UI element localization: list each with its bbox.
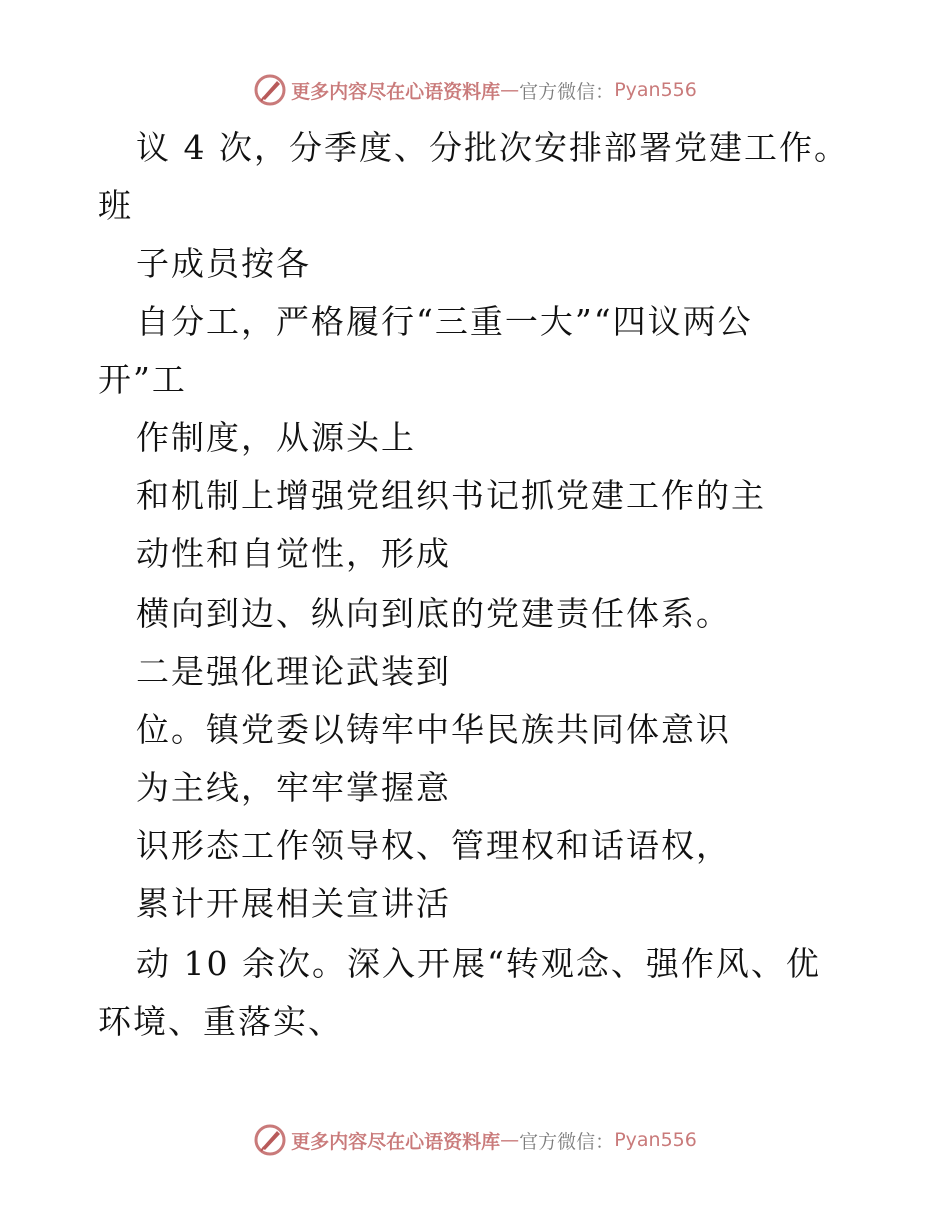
watermark-wechat-label: 官方微信： <box>519 80 615 103</box>
watermark-wechat-id: Pyan556 <box>614 79 697 101</box>
watermark-wechat-id: Pyan556 <box>614 1129 697 1151</box>
text-line: 作制度，从源头上 <box>136 418 416 457</box>
text-line: 为主线，牢牢掌握意 <box>136 768 451 807</box>
watermark-main-text: 更多内容尽在心语资料库 <box>291 80 501 103</box>
text-line: 动性和自觉性，形成 <box>136 534 451 573</box>
text-line: 自分工，严格履行“三重一大”“四议两公 <box>136 302 753 341</box>
text-line: 位。镇党委以铸牢中华民族共同体意识 <box>136 710 731 749</box>
text-line: 环境、重落实、 <box>98 1002 343 1041</box>
text-line: 开”工 <box>98 360 187 399</box>
footer-watermark <box>0 1120 950 1160</box>
text-line: 二是强化理论武装到 <box>136 652 451 691</box>
watermark-main-text: 更多内容尽在心语资料库 <box>291 1130 501 1153</box>
quill-seal-icon <box>253 1123 287 1157</box>
text-line: 议 4 次，分季度、分批次安排部署党建工作。 <box>136 128 849 167</box>
text-line: 班 <box>98 186 133 225</box>
text-line: 动 10 余次。深入开展“转观念、强作风、优 <box>136 944 821 983</box>
text-line: 累计开展相关宣讲活 <box>136 884 451 923</box>
watermark-dash: — <box>500 79 520 101</box>
watermark-wechat-label: 官方微信： <box>519 1130 615 1153</box>
watermark-dash: — <box>500 1129 520 1151</box>
text-line: 和机制上增强党组织书记抓党建工作的主 <box>136 476 766 515</box>
text-line: 横向到边、纵向到底的党建责任体系。 <box>136 594 731 633</box>
text-line: 识形态工作领导权、管理权和话语权， <box>136 826 731 865</box>
text-line: 子成员按各 <box>136 244 311 283</box>
